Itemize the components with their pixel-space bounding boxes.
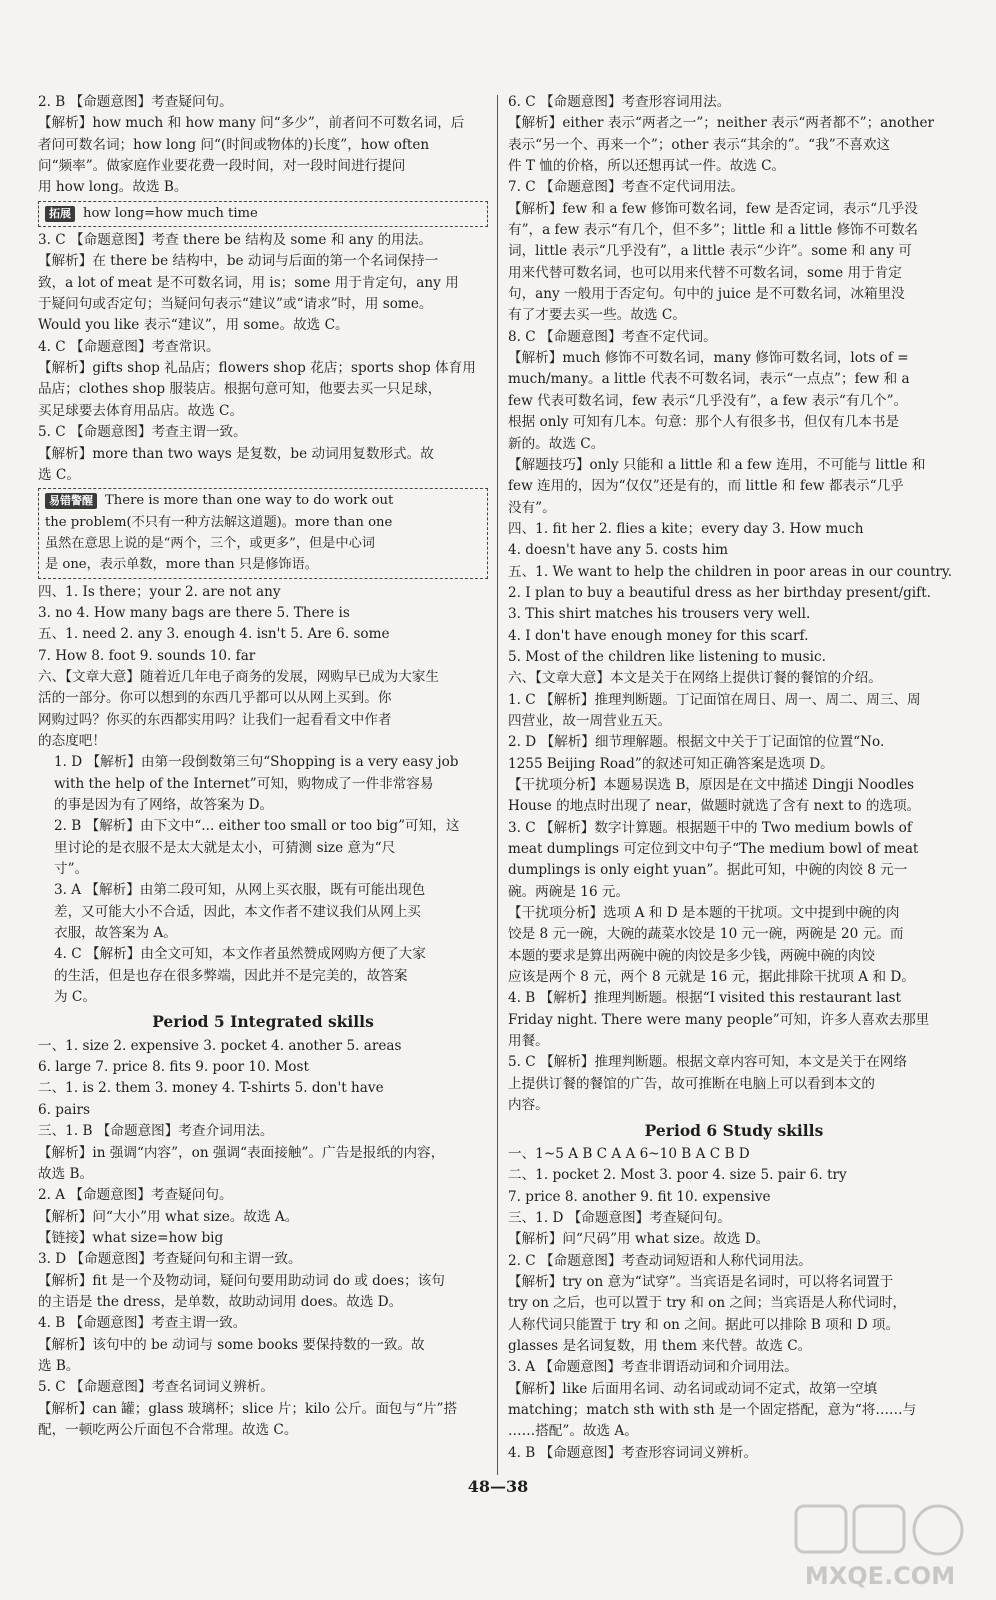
answer-line: 3. D 【命题意图】考查疑问句和主谓一致。 bbox=[38, 1251, 302, 1268]
answer-line: 三、1. B 【命题意图】考查介词用法。 bbox=[38, 1123, 274, 1140]
answer-line: 致，a lot of meat 是不可数名词，用 is；some 用于肯定句，any 用 bbox=[38, 274, 459, 291]
answer-line: 应该是两个 8 元，两个 8 元就是 16 元，据此排除干扰项 A 和 D。 bbox=[508, 969, 915, 986]
answer-line: 【解析】how much 和 how many 问“多少”，前者问不可数名词，后 bbox=[38, 115, 465, 132]
answer-line: 新的。故选 C。 bbox=[508, 435, 605, 452]
answer-line: 2. B 【解析】由下文中“... either too small or too big”可知，这 bbox=[54, 818, 460, 835]
answer-line: 碗。两碗是 16 元。 bbox=[508, 883, 630, 900]
answer-line: 用 how long。故选 B。 bbox=[38, 179, 188, 196]
answer-line: 6. pairs bbox=[38, 1101, 90, 1118]
note-box bbox=[38, 201, 488, 227]
answer-line: 3. A 【命题意图】考查非谓语动词和介词用法。 bbox=[508, 1359, 798, 1376]
answer-line: 【解题技巧】only 只能和 a little 和 a few 连用，不可能与 little 和 bbox=[508, 456, 926, 473]
answer-line: 3. C 【解析】数字计算题。根据题干中的 Two medium bowls of bbox=[508, 819, 912, 836]
answer-line: 买足球要去体育用品店。故选 C。 bbox=[38, 402, 244, 419]
answer-line: 本题的要求是算出两碗中碗的肉饺是多少钱，两碗中碗的肉饺 bbox=[508, 947, 876, 964]
note-box-text: 是 one，表示单数，more than 只是修饰语。 bbox=[45, 557, 318, 573]
answer-line: 4. C 【命题意图】考查常识。 bbox=[38, 338, 220, 355]
answer-line: 一、1. size 2. expensive 3. pocket 4. another 5. areas bbox=[38, 1037, 402, 1054]
answer-line: 于疑问句或否定句；当疑问句表示“建议”或“请求”时，用 some。 bbox=[38, 296, 433, 313]
answer-line: 【解析】问“尺码”用 what size。故选 D。 bbox=[508, 1231, 770, 1248]
answer-line: 品店；clothes shop 服装店。根据句意可知，他要去买一只足球， bbox=[38, 381, 442, 398]
answer-line: 里讨论的是衣服不是太大就是太小，可猜测 size 意为“尺 bbox=[54, 839, 396, 856]
answer-line: 寸”。 bbox=[54, 861, 89, 878]
svg-text:MXQE.COM: MXQE.COM bbox=[804, 1562, 956, 1590]
answer-line: 差，又可能大小不合适，因此，本文作者不建议我们从网上买 bbox=[54, 903, 422, 920]
answer-line: 为 C。 bbox=[54, 989, 96, 1006]
answer-line: few 连用的，因为“仅仅”还是有的，而 little 和 few 都表示“几乎 bbox=[508, 478, 904, 495]
answer-line: 【干扰项分析】选项 A 和 D 是本题的干扰项。文中提到中碗的肉 bbox=[508, 905, 900, 922]
answer-line: 的主语是 the dress，是单数，故助动词用 does。故选 D。 bbox=[38, 1293, 403, 1310]
left-column bbox=[38, 92, 488, 1441]
answer-line: 用来代替可数名词，也可以用来代替不可数名词，some 用于肯定 bbox=[508, 264, 902, 281]
answer-line: meat dumplings 可定位到文中句子“The medium bowl of meat bbox=[508, 841, 919, 858]
answer-line: 7. price 8. another 9. fit 10. expensive bbox=[508, 1188, 771, 1205]
answer-line: few 代表可数名词，few 表示“几乎没有”，a few 表示“有几个”。 bbox=[508, 392, 908, 409]
answer-line: House 的地点时出现了 near，做题时就选了含有 next to 的选项。 bbox=[508, 798, 921, 815]
answer-line: 用餐。 bbox=[508, 1033, 549, 1050]
answer-line: 内容。 bbox=[508, 1097, 549, 1114]
answer-line: 【解析】in 强调“内容”，on 强调“表面接触”。广告是报纸的内容， bbox=[38, 1144, 445, 1161]
answer-line: 上提供订餐的餐馆的广告，故可推断在电脑上可以看到本文的 bbox=[508, 1075, 876, 1092]
answer-line: 二、1. is 2. them 3. money 4. T-shirts 5. don't have bbox=[38, 1080, 384, 1097]
answer-line: 【解析】either 表示“两者之一”；neither 表示“两者都不”；another bbox=[508, 115, 934, 132]
answer-line: dumplings is only eight yuan”。据此可知，中碗的肉饺 8 元一 bbox=[508, 862, 908, 879]
answer-line: 的生活，但是也存在很多弊端，因此并不是完美的，故答案 bbox=[54, 967, 408, 984]
answer-line: 5. C 【解析】推理判断题。根据文章内容可知，本文是关于在网络 bbox=[508, 1054, 908, 1071]
answer-line: 2. C 【命题意图】考查动词短语和人称代词用法。 bbox=[508, 1252, 812, 1269]
column-divider bbox=[497, 95, 498, 1475]
answer-line: 有”，a few 表示“有几个，但不多”；little 和 a little 修饰不可数名 bbox=[508, 222, 919, 239]
answer-line: 六、【文章大意】随着近几年电子商务的发展，网购早已成为大家生 bbox=[38, 668, 440, 685]
answer-line: 【解析】like 后面用名词、动名词或动词不定式，故第一空填 bbox=[508, 1380, 878, 1397]
answer-line: 四、1. fit her 2. flies a kite；every day 3. How much bbox=[508, 520, 864, 537]
answer-line: matching；match sth with sth 是一个固定搭配，意为“将……与 bbox=[508, 1401, 917, 1418]
answer-line: 5. C 【命题意图】考查名词词义辨析。 bbox=[38, 1379, 274, 1396]
answer-line: 选 B。 bbox=[38, 1357, 80, 1374]
answer-line: 1. D 【解析】由第一段倒数第三句“Shopping is a very easy job bbox=[54, 754, 459, 771]
answer-line: 句，any 一般用于否定句。句中的 juice 是不可数名词，冰箱里没 bbox=[508, 286, 905, 303]
answer-line: 2. D 【解析】细节理解题。根据文中关于丁记面馆的位置“No. bbox=[508, 734, 885, 751]
answer-line: 3. This shirt matches his trousers very well. bbox=[508, 606, 811, 623]
answer-line: 有了才要去买一些。故选 C。 bbox=[508, 307, 686, 324]
answer-line: 2. A 【命题意图】考查疑问句。 bbox=[38, 1187, 233, 1204]
answer-line: 6. C 【命题意图】考查形容词用法。 bbox=[508, 94, 731, 110]
answer-line: 8. C 【命题意图】考查不定代词。 bbox=[508, 328, 717, 345]
note-box-text: how long=how much time bbox=[83, 205, 258, 221]
answer-line: 【解析】try on 意为“试穿”。当宾语是名词时，可以将名词置于 bbox=[508, 1273, 894, 1290]
answer-line: 【解析】few 和 a few 修饰可数名词，few 是否定词，表示“几乎没 bbox=[508, 200, 918, 217]
answer-line: 根据 only 可知有几本。句意：那个人有很多书，但仅有几本书是 bbox=[508, 414, 900, 431]
answer-line: 4. B 【解析】推理判断题。根据“I visited this restaurant last bbox=[508, 990, 901, 1007]
answer-line: ……搭配”。故选 A。 bbox=[508, 1423, 638, 1440]
answer-line: 词，little 表示“几乎没有”，a little 表示“少许”。some 和 any 可 bbox=[508, 243, 912, 260]
note-box-text: There is more than one way to do work out bbox=[105, 493, 394, 509]
answer-line: try on 之后，也可以置于 try 和 on 之间；当宾语是人称代词时， bbox=[508, 1295, 907, 1312]
answer-line: 【解析】该句中的 be 动词与 some books 要保持数的一致。故 bbox=[38, 1336, 425, 1353]
answer-line: 选 C。 bbox=[38, 466, 80, 483]
answer-line: 饺是 8 元一碗，大碗的蔬菜水饺是 10 元一碗，两碗是 20 元。而 bbox=[508, 926, 904, 943]
answer-line: with the help of the Internet”可知，购物成了一件非常容易 bbox=[54, 775, 434, 792]
answer-line: 【解析】more than two ways 是复数，be 动词用复数形式。故 bbox=[38, 445, 434, 462]
answer-line: 五、1. We want to help the children in poor areas in our country. bbox=[508, 563, 953, 580]
answer-line: 配，一顿吃两公斤面包不合常理。故选 C。 bbox=[38, 1421, 298, 1438]
answer-line: 1. C 【解析】推理判断题。丁记面馆在周日、周一、周二、周三、周 bbox=[508, 691, 921, 708]
answer-line: 的事是因为有了网络，故答案为 D。 bbox=[54, 797, 274, 813]
answer-line: 【解析】在 there be 结构中，be 动词与后面的第一个名词保持一 bbox=[38, 253, 439, 270]
section-title: Period 6 Study skills bbox=[644, 1120, 824, 1140]
answer-line: 故选 B。 bbox=[38, 1165, 94, 1182]
answer-line: 没有”。 bbox=[508, 499, 556, 516]
answer-line: 【解析】fit 是一个及物动词，疑问句要用助动词 do 或 does；该句 bbox=[38, 1272, 445, 1289]
answer-line: 7. C 【命题意图】考查不定代词用法。 bbox=[508, 179, 744, 196]
answer-line: 【链接】what size=how big bbox=[38, 1229, 224, 1246]
watermark-logo bbox=[790, 1500, 970, 1595]
answer-line: 3. A 【解析】由第二段可知，从网上买衣服，既有可能出现色 bbox=[54, 882, 426, 899]
answer-line: 2. B 【命题意图】考查疑问句。 bbox=[38, 94, 233, 110]
answer-line: 5. Most of the children like listening to music. bbox=[508, 648, 826, 665]
answer-line: 1255 Beijing Road”的叙述可知正确答案是选项 D。 bbox=[508, 755, 834, 772]
answer-line: 三、1. D 【命题意图】考查疑问句。 bbox=[508, 1209, 731, 1226]
answer-line: 4. doesn't have any 5. costs him bbox=[508, 542, 729, 559]
answer-line: 六、【文章大意】本文是关于在网络上提供订餐的餐馆的介绍。 bbox=[508, 670, 882, 687]
note-box-text: the problem(不只有一种方法解这道题)。more than one bbox=[45, 514, 393, 530]
note-box-text: 虽然在意思上说的是“两个，三个，或更多”，但是中心词 bbox=[45, 535, 375, 551]
answer-line: 6. large 7. price 8. fits 9. poor 10. Most bbox=[38, 1059, 309, 1076]
right-column bbox=[508, 92, 960, 1464]
answer-line: 【干扰项分析】本题易误选 B，原因是在文中描述 Dingji Noodles bbox=[508, 777, 915, 793]
answer-line: 表示“另一个、再来一个”；other 表示“其余的”。“我”不喜欢这 bbox=[508, 136, 891, 153]
answer-line: 2. I plan to buy a beautiful dress as her birthday present/gift. bbox=[508, 584, 931, 601]
answer-line: 一、1~5 A B C A A 6~10 B A C B D bbox=[508, 1145, 750, 1162]
answer-line: 五、1. need 2. any 3. enough 4. isn't 5. Are 6. some bbox=[38, 626, 390, 643]
answer-line: 四营业，故一周营业五天。 bbox=[508, 712, 672, 729]
answer-line: glasses 是名词复数，用 them 来代替。故选 C。 bbox=[508, 1337, 812, 1354]
answer-line: 者问可数名词；how long 问“(时间或物体的)长度”，how often bbox=[38, 136, 430, 153]
page-number: 48—38 bbox=[467, 1477, 529, 1496]
note-box-tag: 拓展 bbox=[45, 206, 75, 222]
answer-line: 人称代词只能置于 try 和 on 之间。据此可以排除 B 项和 D 项。 bbox=[508, 1316, 900, 1333]
answer-line: 四、1. Is there；your 2. are not any bbox=[38, 583, 281, 600]
answer-line: much/many。a little 代表不可数名词，表示“一点点”；few 和 a bbox=[508, 371, 910, 388]
answer-line: 【解析】问“大小”用 what size。故选 A。 bbox=[38, 1208, 299, 1225]
answer-line: 问“频率”。做家庭作业要花费一段时间，对一段时间进行提问 bbox=[38, 158, 406, 175]
answer-line: 4. C 【解析】由全文可知，本文作者虽然赞成网购方便了大家 bbox=[54, 946, 426, 963]
section-title: Period 5 Integrated skills bbox=[152, 1012, 374, 1032]
answer-line: 7. How 8. foot 9. sounds 10. far bbox=[38, 647, 256, 664]
answer-line: 的态度吧！ bbox=[38, 732, 106, 749]
note-box bbox=[38, 488, 488, 578]
answer-line: 【解析】can 罐；glass 玻璃杯；slice 片；kilo 公斤。面包与“片”搭 bbox=[38, 1400, 458, 1417]
answer-line: 4. B 【命题意图】考查主谓一致。 bbox=[38, 1315, 247, 1332]
answer-line: 件 T 恤的价格，所以还想再试一件。故选 C。 bbox=[508, 158, 786, 175]
answer-line: 4. B 【命题意图】考查形容词词义辨析。 bbox=[508, 1444, 758, 1461]
answer-line: 衣服，故答案为 A。 bbox=[54, 925, 177, 942]
answer-line: 3. C 【命题意图】考查 there be 结构及 some 和 any 的用法。 bbox=[38, 232, 432, 249]
note-box-tag: 易错警醒 bbox=[45, 493, 97, 509]
answer-line: 活的一部分。你可以想到的东西几乎都可以从网上买到。你 bbox=[38, 690, 392, 707]
answer-line: 3. no 4. How many bags are there 5. There is bbox=[38, 604, 350, 621]
answer-line: Friday night. There were many people”可知，许多人喜欢去那里 bbox=[508, 1011, 930, 1028]
answer-line: 4. I don't have enough money for this scarf. bbox=[508, 627, 809, 644]
answer-line: Would you like 表示“建议”，用 some。故选 C。 bbox=[38, 317, 349, 334]
answer-line: 二、1. pocket 2. Most 3. poor 4. size 5. pair 6. try bbox=[508, 1167, 847, 1184]
answer-line: 【解析】gifts shop 礼品店；flowers shop 花店；sports shop 体育用 bbox=[38, 360, 476, 377]
answer-line: 网购过吗？你买的东西都实用吗？让我们一起看看文中作者 bbox=[38, 711, 392, 728]
answer-line: 【解析】much 修饰不可数名词，many 修饰可数名词，lots of = bbox=[508, 350, 909, 367]
answer-line: 5. C 【命题意图】考查主谓一致。 bbox=[38, 424, 247, 441]
